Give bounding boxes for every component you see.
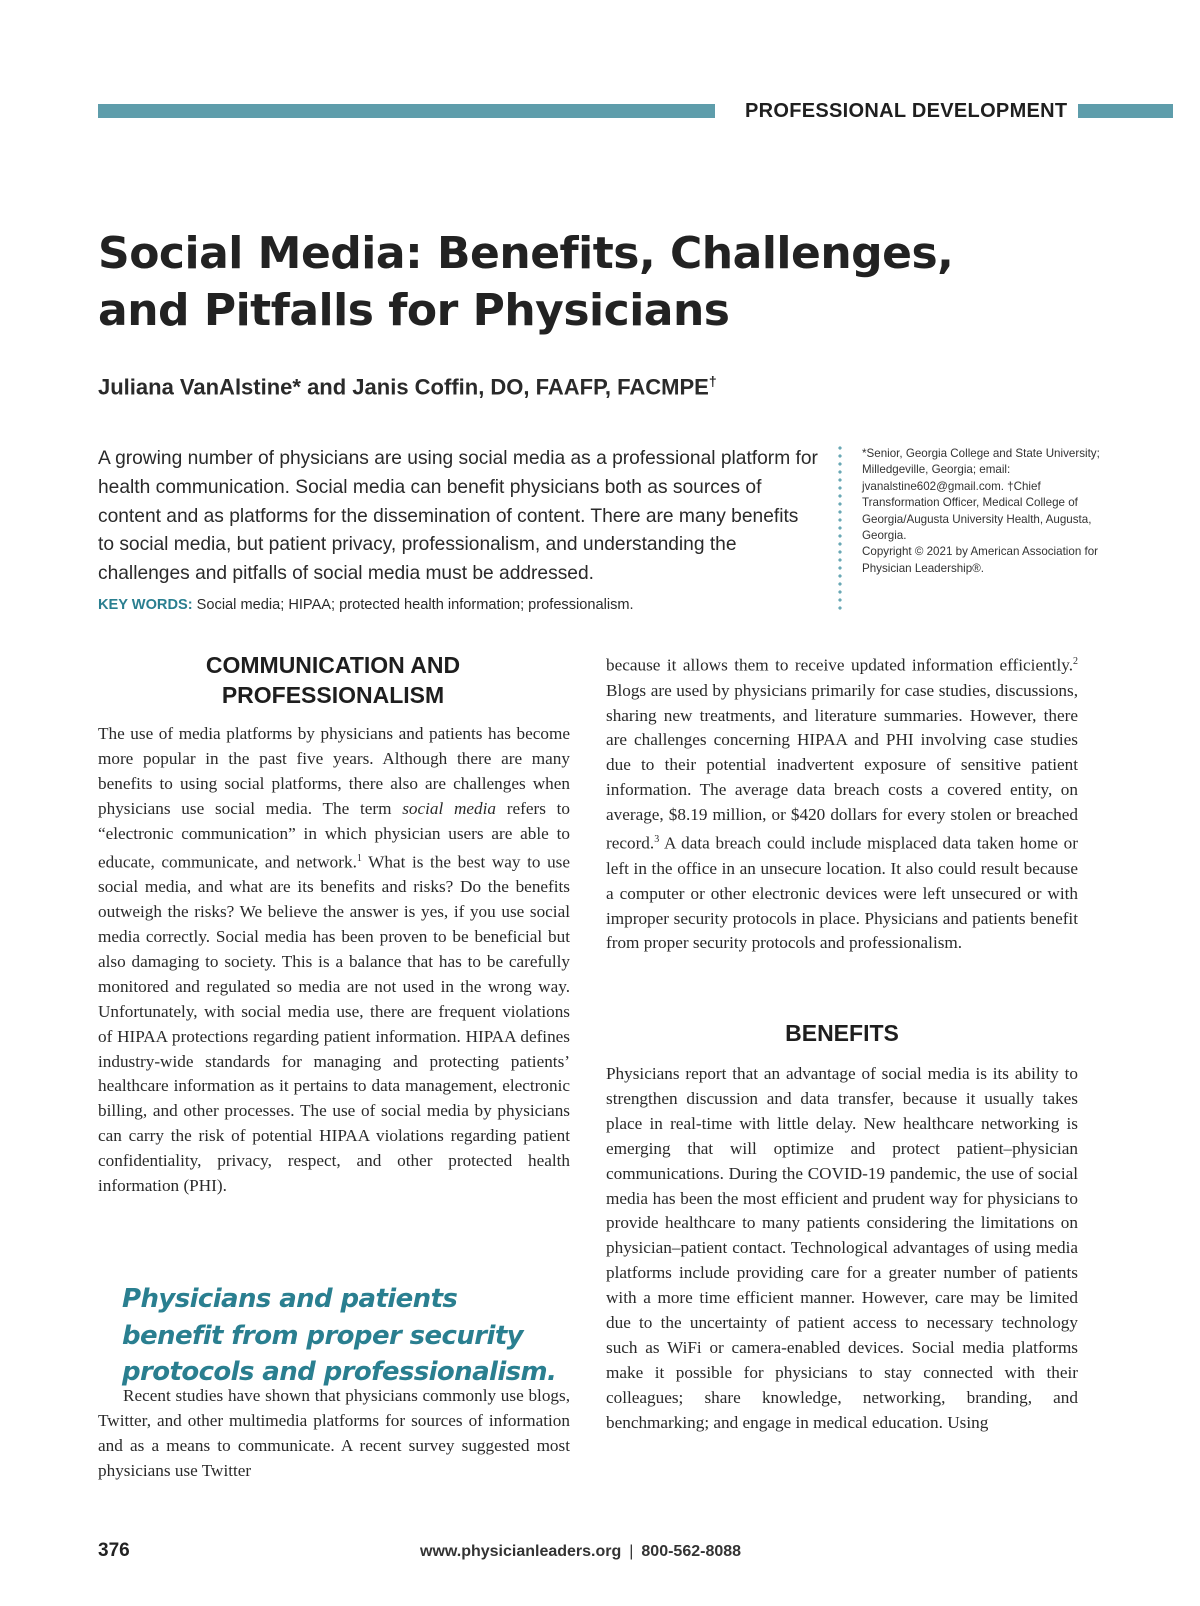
left-column-body <box>98 722 570 1199</box>
article-title <box>98 225 998 339</box>
title-line-2: and Pitfalls for Physicians <box>98 285 730 336</box>
page-number: 376 <box>98 1540 130 1561</box>
abstract: A growing number of physicians are using social media as a professional platform for health communication. Social media can benefit physicians both as sources of content and as platforms for the dissemination of content. There are many benefits to social media, but patient privacy, professionalism, and understanding the challenges and pitfalls of social media must be addressed. <box>98 448 818 585</box>
ref-1: 1 <box>356 852 362 864</box>
ref-3: 3 <box>654 834 660 846</box>
keywords-list: Social media; HIPAA; protected health information; professionalism. <box>196 597 634 613</box>
copyright-text: Copyright © 2021 by American Association for Physician Leadership®. <box>862 545 1099 575</box>
footer-website[interactable]: www.physicianleaders.org <box>420 1543 622 1560</box>
footer-separator: | <box>629 1543 634 1560</box>
header-band-left <box>98 104 715 118</box>
article-authors <box>98 373 998 400</box>
pull-quote: Physicians and patients benefit from proper security protocols and professionalism. <box>122 1284 557 1387</box>
section-label: PROFESSIONAL DEVELOPMENT <box>745 100 1068 122</box>
c2-text-a: because it allows them to receive updated information efficiently. <box>606 655 1073 675</box>
heading-benefits: BENEFITS <box>785 1020 899 1046</box>
c2-text-c: A data breach could include misplaced data taken home or left in the office in an unsecure location. It also could result because a computer or other electronic devices were left unsecured or with improper security protocols in place. Physicians and patients benefit from proper security protocols and professionalism. <box>606 833 1078 953</box>
dotted-divider <box>838 444 842 612</box>
keywords <box>98 597 818 613</box>
left-column-body-2 <box>98 1384 570 1484</box>
p1-text-b: refers to “electronic communication” in which physician users are able to educate, communicate, and network. <box>98 798 570 872</box>
footer-contact <box>420 1543 780 1561</box>
paragraph-continued <box>606 650 1078 956</box>
authors-text: Juliana VanAlstine* and Janis Coffin, DO, FAAFP, FACMPE <box>98 374 709 400</box>
footer-phone: 800-562-8088 <box>641 1543 742 1560</box>
p1-text-a: The use of media platforms by physicians and patients has become more popular in the past five years. Although there are many benefits to using social platforms, there also are challenges when physicians use social media. The term <box>98 724 570 818</box>
affiliation-text: *Senior, Georgia College and State University; Milledgeville, Georgia; email: jvanalstine602@gmail.com. †Chief Transformation Officer, Medical College of Georgia/Augusta University Health, Augusta, Georgia. <box>862 447 1100 543</box>
authors-dagger: † <box>708 373 717 389</box>
heading-communication <box>98 650 568 710</box>
term-social-media: social media <box>402 798 497 818</box>
paragraph-communication-2: Recent studies have shown that physicians commonly use blogs, Twitter, and other multimedia platforms for sources of information and as a means to communicate. A recent survey suggested most physicians use Twitter <box>98 1386 570 1480</box>
heading-communication-line-2: PROFESSIONALISM <box>221 682 445 708</box>
paragraph-communication-1 <box>98 722 570 1199</box>
affiliation-note <box>862 446 1102 577</box>
benefits-body <box>606 1062 1078 1436</box>
heading-communication-line-1: COMMUNICATION AND <box>205 652 461 678</box>
p1-text-c: What is the best way to use social media, and what are its benefits and risks? Do the benefits outweigh the risks? We believe the answer is yes, if you use social media correctly. Social media has been proven to be beneficial but also damaging to society. This is a balance that has to be carefully monitored and regulated so media are not used in the wrong way. Unfortunately, with social media use, there are frequent violations of HIPAA protections regarding patient information. HIPAA defines industry-wide standards for managing and protecting patients’ healthcare information as it pertains to data management, electronic billing, and other processes. The use of social media by physicians can carry the risk of potential HIPAA violations regarding patient confidentiality, privacy, respect, and other protected health information (PHI). <box>98 852 570 1196</box>
title-line-1: Social Media: Benefits, Challenges, <box>98 228 954 279</box>
c2-text-b: Blogs are used by physicians primarily for case studies, discussions, sharing new treatments, and literature summaries. However, there are challenges concerning HIPAA and PHI involving case studies due to their potential inadvertent exposure of sensitive patient information. The average data breach costs a covered entity, on average, $8.19 million, or $420 dollars for every stolen or breached record. <box>606 680 1078 853</box>
ref-2: 2 <box>1073 656 1078 667</box>
keywords-label: KEY WORDS: <box>98 597 193 613</box>
paragraph-benefits-1: Physicians report that an advantage of social media is its ability to strengthen discussion and data transfer, because it usually takes place in real-time with little delay. New healthcare networking is emerging that will optimize and protect patient–physician communications. During the COVID-19 pandemic, the use of social media has been the most efficient and prudent way for physicians to provide healthcare to many patients considering the limitations on physician–patient contact. Technological advantages of using media platforms include providing care for a greater number of patients with a more time efficient manner. However, care may be limited due to the uncertainty of patient access to necessary technology such as WiFi or camera-enabled devices. Social media platforms make it possible for physicians to stay connected with their colleagues; share knowledge, networking, branding, and benchmarking; and engage in medical education. Using <box>606 1064 1078 1432</box>
right-column-body <box>606 650 1078 956</box>
